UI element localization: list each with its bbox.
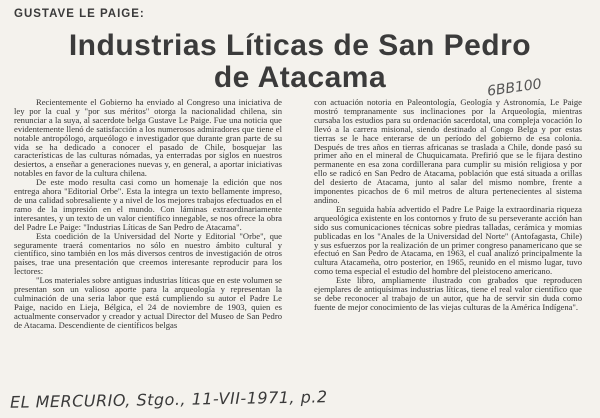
article-column-left: [14, 98, 282, 388]
paragraph: Esta coedición de la Universidad del Norte y Editorial "Orbe", que seguramente traerá comentarios no sólo en nuestro ámbito cultural y científico, sino también en los más diversos centros de investigación de otros países, trae una presentación que creemos interesante reproducir para los lectores:: [14, 230, 282, 277]
handwritten-catalog-note: 6BB100: [486, 76, 543, 100]
author-byline: GUSTAVE LE PAIGE:: [14, 8, 145, 20]
headline-line-1: Industrias Líticas de San Pedro: [68, 29, 532, 62]
paragraph: En seguida había advertido el Padre Le Paige la extraordinaria riqueza arqueológica existente en los contornos y fruto de su perseverante acción han sido sus comunicaciones técnicas sobre piedras talladas, cerámica y momias publicadas en los "Anales de la Universidad del Norte" (Antofagasta, Chile) y sus esfuerzos por la realización de un primer congreso panamericano que se efectuó en San Pedro de Atacama, en 1963, el cual analizó principalmente la cultura Atacameña, otro posterior, en 1965, reunido en el mismo lugar, tuvo como tema especial el estudio del hombre del pleistoceno americano.: [314, 203, 582, 277]
paragraph: Este libro, ampliamente ilustrado con grabados que reproducen ejemplares de antiquísimas industrias líticas, tiene el real valor científico que se debe reconocer al trabajo de un autor, que ha de servir sin duda como fuente de mejor conocimiento de las viejas culturas de la América Indígena".: [314, 275, 582, 312]
paragraph: De este modo resulta casi como un homenaje la edición que nos entrega ahora "Editorial Orbe". Esta la integra un texto bellamente impreso, de una calidad sobresaliente y a nivel de los mejores trabajos efectuados en el ramo de la impresión en el mundo. Con láminas extraordinariamente interesantes, y un texto de un valor científico innegable, se nos ofrece la obra del Padre Le Paige: "Industrias Líticas de San Pedro de Atacama".: [14, 177, 282, 232]
headline-line-2: de Atacama: [213, 61, 387, 94]
paragraph: "Los materiales sobre antiguas industrias líticas que en este volumen se presentan son un valioso aporte para la arqueología y representan la culminación de una seria labor que está cumpliendo su autor el Padre Le Paige, nacido en Lieja, Bélgica, el 24 de noviembre de 1903, quien es actualmente conservador y creador y actual Director del Museo de San Pedro de Atacama. Descendiente de científicos belgas: [14, 275, 282, 330]
paragraph: con actuación notoria en Paleontología, Geología y Astronomía, Le Paige mostró tempranamente sus inclinaciones por la Arqueología, mientras cursaba los estudios para su ordenación sacerdotal, una compleja vocación lo llevó a la carrera misional, siendo destinado al Congo Belga y por estas tierras se le hace enterarse de un período del gobierno de esa colonia. Después de tres años en tierras africanas se traslada a Chile, donde pasó su primer año en el mineral de Chuquicamata. Prefirió que se le fijara destino permanente en esa zona cordillerana para cumplir su misión religiosa y por ello se radicó en San Pedro de Atacama, población que está situada a orillas del desierto de Atacama, junto al salar del mismo nombre, frente a imponentes picachos de 6 mil metros de altura pertenecientes al sistema andino.: [314, 98, 582, 205]
paragraph: Recientemente el Gobierno ha enviado al Congreso una iniciativa de ley por la cual y "por sus méritos" otorga la nacionalidad chilena, sin renunciar a la suya, al sacerdote belga Gustave Le Paige. Fue una noticia que evidentemente llenó de satisfacción a los numerosos admiradores que tiene el notable antropólogo, arqueólogo e investigador que durante gran parte de su vida se ha dedicado a conocer el pasado de Chile, bosquejar las características de las culturas nómadas, ya enterradas por siglos en nuestros desiertos, a enseñar a generaciones nuevas y, en general, a aportar iniciativas notables en favor de la cultura chilena.: [14, 98, 282, 179]
article-column-right: [314, 98, 582, 388]
handwritten-source-citation: EL MERCURIO, Stgo., 11-VII-1971, p.2: [9, 387, 328, 412]
